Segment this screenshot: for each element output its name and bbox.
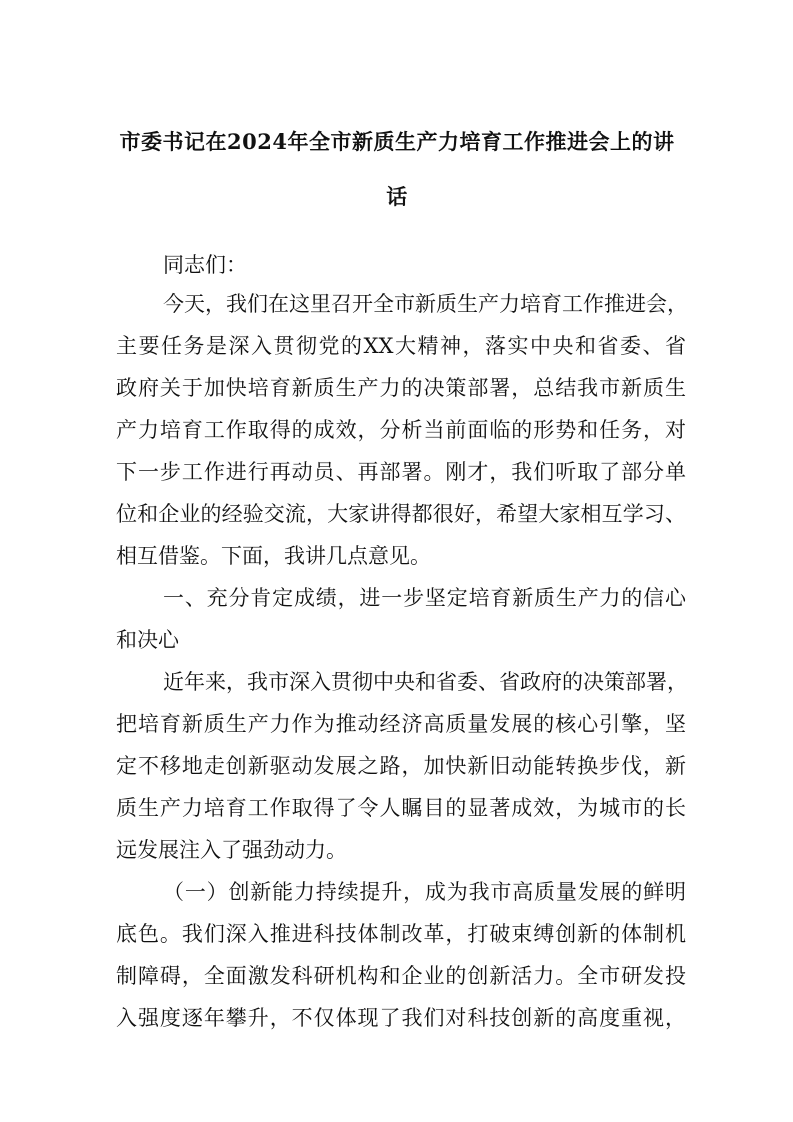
document-title-line-2: 话	[386, 184, 408, 209]
paragraph-line: 相互借鉴。下面，我讲几点意见。	[116, 544, 431, 568]
paragraph-line: 政府关于加快培育新质生产力的决策部署，总结我市新质生	[116, 376, 686, 400]
paragraph-line: 定不移地走创新驱动发展之路，加快新旧动能转换步伐，新	[116, 754, 686, 778]
paragraph-line: 入强度逐年攀升，不仅体现了我们对科技创新的高度重视，	[116, 1006, 686, 1030]
paragraph-line: 下一步工作进行再动员、再部署。刚才，我们听取了部分单	[116, 460, 686, 484]
section-heading-line: 和决心	[116, 628, 179, 652]
paragraph-line: 产力培育工作取得的成效，分析当前面临的形势和任务，对	[116, 418, 686, 442]
paragraph-line: 主要任务是深入贯彻党的XX大精神，落实中央和省委、省	[116, 334, 686, 358]
paragraph-line: 位和企业的经验交流，大家讲得都很好，希望大家相互学习、	[116, 502, 686, 526]
paragraph-line: 把培育新质生产力作为推动经济高质量发展的核心引擎，坚	[116, 712, 686, 736]
document-title-line-1: 市委书记在2024年全市新质生产力培育工作推进会上的讲	[119, 129, 675, 154]
subsection-line: （一）创新能力持续提升，成为我市高质量发展的鲜明	[163, 880, 686, 904]
paragraph-line: 质生产力培育工作取得了令人瞩目的显著成效，为城市的长	[116, 796, 686, 820]
paragraph-line: 远发展注入了强劲动力。	[116, 838, 347, 862]
paragraph-line: 制障碍，全面激发科研机构和企业的创新活力。全市研发投	[116, 964, 686, 988]
paragraph-line: 近年来，我市深入贯彻中央和省委、省政府的决策部署，	[163, 670, 688, 694]
section-heading-line: 一、充分肯定成绩，进一步坚定培育新质生产力的信心	[163, 586, 686, 610]
paragraph-line: 底色。我们深入推进科技体制改革，打破束缚创新的体制机	[116, 922, 686, 946]
paragraph-line: 今天，我们在这里召开全市新质生产力培育工作推进会，	[163, 292, 688, 316]
salutation: 同志们：	[163, 253, 247, 277]
